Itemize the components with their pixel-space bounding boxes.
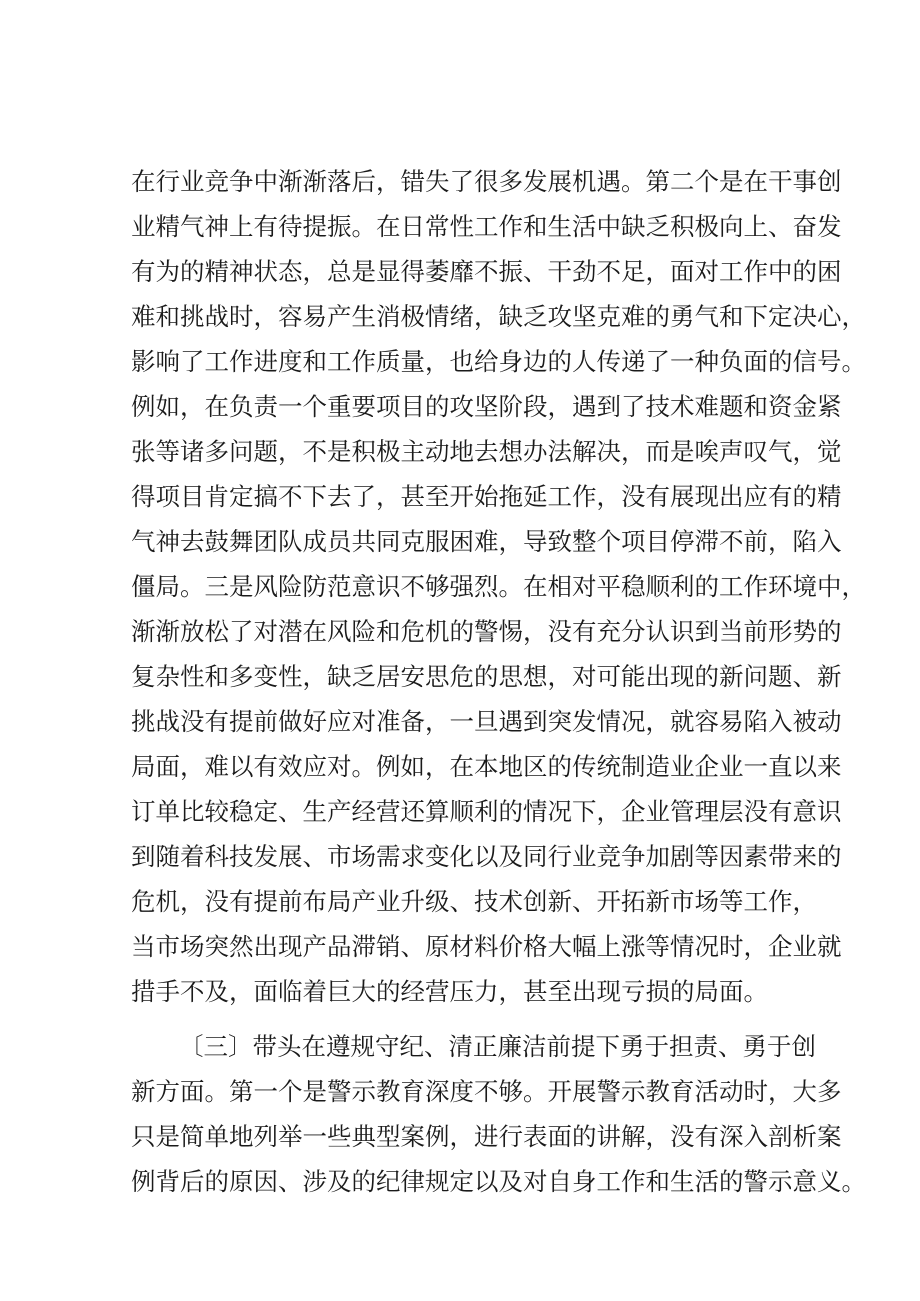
- paragraph-line: 有为的精神状态，总是显得萎靡不振、干劲不足，面对工作中的困: [131, 257, 842, 286]
- paragraph-line: 气神去鼓舞团队成员共同克服困难，导致整个项目停滞不前，陷入: [131, 527, 842, 556]
- paragraph-line: 只是简单地列举一些典型案例，进行表面的讲解，没有深入剖析案: [131, 1122, 842, 1151]
- paragraph-line: 局面，难以有效应对。例如，在本地区的传统制造业企业一直以来: [131, 752, 842, 781]
- paragraph-line: 当市场突然出现产品滞销、原材料价格大幅上涨等情况时，企业就: [131, 932, 842, 961]
- paragraph-line: 到随着科技发展、市场需求变化以及同行业竞争加剧等因素带来的: [131, 842, 842, 871]
- paragraph-line: 张等诸多问题，不是积极主动地去想办法解决，而是唉声叹气，觉: [131, 437, 842, 466]
- paragraph-line: 复杂性和多变性，缺乏居安思危的思想，对可能出现的新问题、新: [131, 662, 842, 691]
- section-heading-line: 〔三〕带头在遵规守纪、清正廉洁前提下勇于担责、勇于创: [179, 1032, 816, 1061]
- paragraph-line: 订单比较稳定、生产经营还算顺利的情况下，企业管理层没有意识: [131, 797, 842, 826]
- paragraph-line: 例如，在负责一个重要项目的攻坚阶段，遇到了技术难题和资金紧: [131, 392, 842, 421]
- paragraph-line: 渐渐放松了对潜在风险和危机的警惕，没有充分认识到当前形势的: [131, 617, 842, 646]
- paragraph-line: 业精气神上有待提振。在日常性工作和生活中缺乏积极向上、奋发: [131, 212, 842, 241]
- paragraph-line: 得项目肯定搞不下去了，甚至开始拖延工作，没有展现出应有的精: [131, 482, 842, 511]
- paragraph-line: 挑战没有提前做好应对准备，一旦遇到突发情况，就容易陷入被动: [131, 707, 842, 736]
- paragraph-line: 在行业竞争中渐渐落后，错失了很多发展机遇。第二个是在干事创: [131, 167, 842, 196]
- paragraph-line: 新方面。第一个是警示教育深度不够。开展警示教育活动时，大多: [131, 1077, 842, 1106]
- paragraph-line: 危机，没有提前布局产业升级、技术创新、开拓新市场等工作，: [131, 887, 817, 916]
- paragraph-line: 难和挑战时，容易产生消极情绪，缺乏攻坚克难的勇气和下定决心，: [131, 302, 866, 331]
- paragraph-line: 例背后的原因、涉及的纪律规定以及对自身工作和生活的警示意义。: [131, 1167, 866, 1196]
- paragraph-line: 措手不及，面临着巨大的经营压力，甚至出现亏损的局面。: [131, 977, 768, 1006]
- paragraph-line: 僵局。三是风险防范意识不够强烈。在相对平稳顺利的工作环境中，: [131, 572, 866, 601]
- paragraph-line: 影响了工作进度和工作质量，也给身边的人传递了一种负面的信号。: [131, 347, 866, 376]
